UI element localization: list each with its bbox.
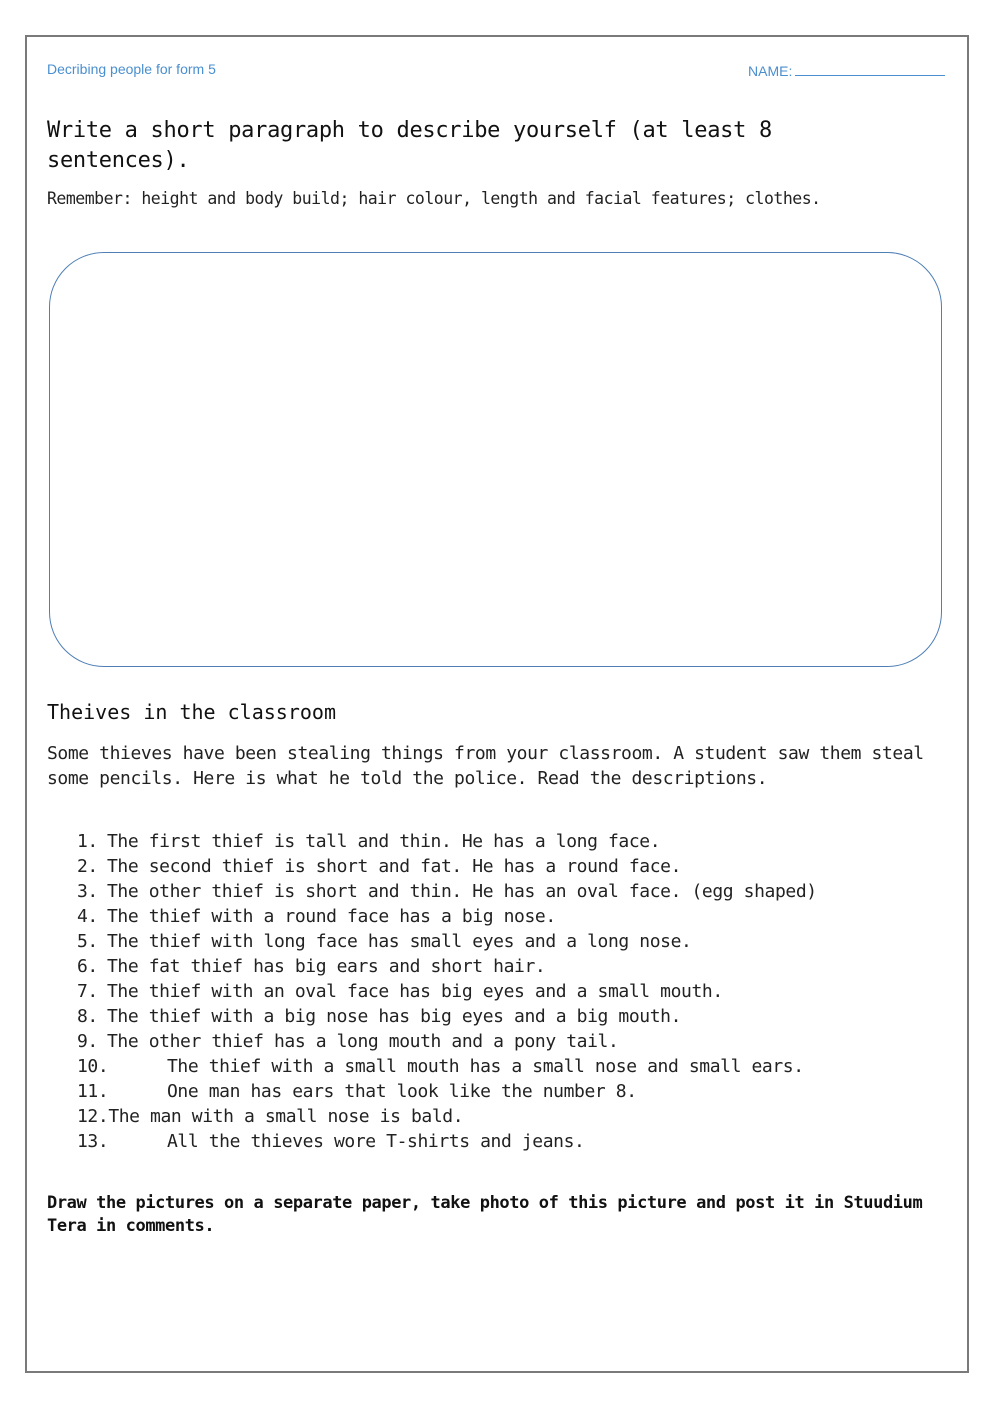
name-blank-line[interactable] bbox=[795, 61, 945, 76]
list-item bbox=[77, 879, 817, 904]
clue-text: The thief with a big nose has big eyes and a big mouth. bbox=[107, 1006, 682, 1027]
submission-instruction: Draw the pictures on a separate paper, take photo of this picture and post it in Stuudium Tera in comments. bbox=[47, 1193, 923, 1236]
clue-number: 11. bbox=[77, 1081, 109, 1102]
clue-text: The other thief is short and thin. He has an oval face. (egg shaped) bbox=[107, 881, 817, 902]
clue-number: 10. bbox=[77, 1056, 109, 1077]
clue-text: All the thieves wore T-shirts and jeans. bbox=[167, 1131, 585, 1152]
clue-number: 2. bbox=[77, 856, 98, 877]
clue-text: One man has ears that look like the number 8. bbox=[167, 1081, 637, 1102]
intro-paragraph: Some thieves have been stealing things from your classroom. A student saw them steal some pencils. Here is what he told the police. Read the descriptions. bbox=[47, 743, 924, 789]
clue-text: The second thief is short and fat. He has a round face. bbox=[107, 856, 682, 877]
clue-text: The thief with a small mouth has a small nose and small ears. bbox=[167, 1056, 804, 1077]
clue-text: The man with a small nose is bald. bbox=[108, 1106, 464, 1127]
clue-number: 4. bbox=[77, 906, 98, 927]
clue-text: The first thief is tall and thin. He has a long face. bbox=[107, 831, 661, 852]
answer-box[interactable] bbox=[49, 252, 942, 667]
clue-text: The thief with an oval face has big eyes and a small mouth. bbox=[107, 981, 723, 1002]
worksheet-title: Decribing people for form 5 bbox=[47, 61, 216, 77]
list-item bbox=[77, 1129, 817, 1154]
section-title: Theives in the classroom bbox=[47, 700, 336, 724]
clue-number: 7. bbox=[77, 981, 98, 1002]
clue-number: 8. bbox=[77, 1006, 98, 1027]
clue-number: 6. bbox=[77, 956, 98, 977]
clue-text: The other thief has a long mouth and a pony tail. bbox=[107, 1031, 619, 1052]
list-item bbox=[77, 1029, 817, 1054]
task-heading: Write a short paragraph to describe yourself (at least 8 sentences). bbox=[47, 118, 772, 173]
clue-list bbox=[77, 829, 817, 1154]
clue-number: 12. bbox=[77, 1106, 109, 1127]
list-item bbox=[77, 1004, 817, 1029]
list-item bbox=[77, 1079, 817, 1104]
clue-number: 1. bbox=[77, 831, 98, 852]
clue-number: 3. bbox=[77, 881, 98, 902]
clue-text: The fat thief has big ears and short hair. bbox=[107, 956, 546, 977]
list-item bbox=[77, 979, 817, 1004]
list-item bbox=[77, 954, 817, 979]
list-item bbox=[77, 829, 817, 854]
name-label: NAME: bbox=[748, 63, 793, 79]
list-item bbox=[77, 929, 817, 954]
remember-hint: Remember: height and body build; hair colour, length and facial features; clothes. bbox=[47, 189, 821, 208]
list-item bbox=[77, 1054, 817, 1079]
clue-number: 13. bbox=[77, 1131, 109, 1152]
name-field bbox=[748, 61, 945, 79]
clue-number: 9. bbox=[77, 1031, 98, 1052]
list-item bbox=[77, 854, 817, 879]
clue-number: 5. bbox=[77, 931, 98, 952]
list-item bbox=[77, 1104, 817, 1129]
list-item bbox=[77, 904, 817, 929]
clue-text: The thief with long face has small eyes and a long nose. bbox=[107, 931, 692, 952]
clue-text: The thief with a round face has a big nose. bbox=[107, 906, 556, 927]
